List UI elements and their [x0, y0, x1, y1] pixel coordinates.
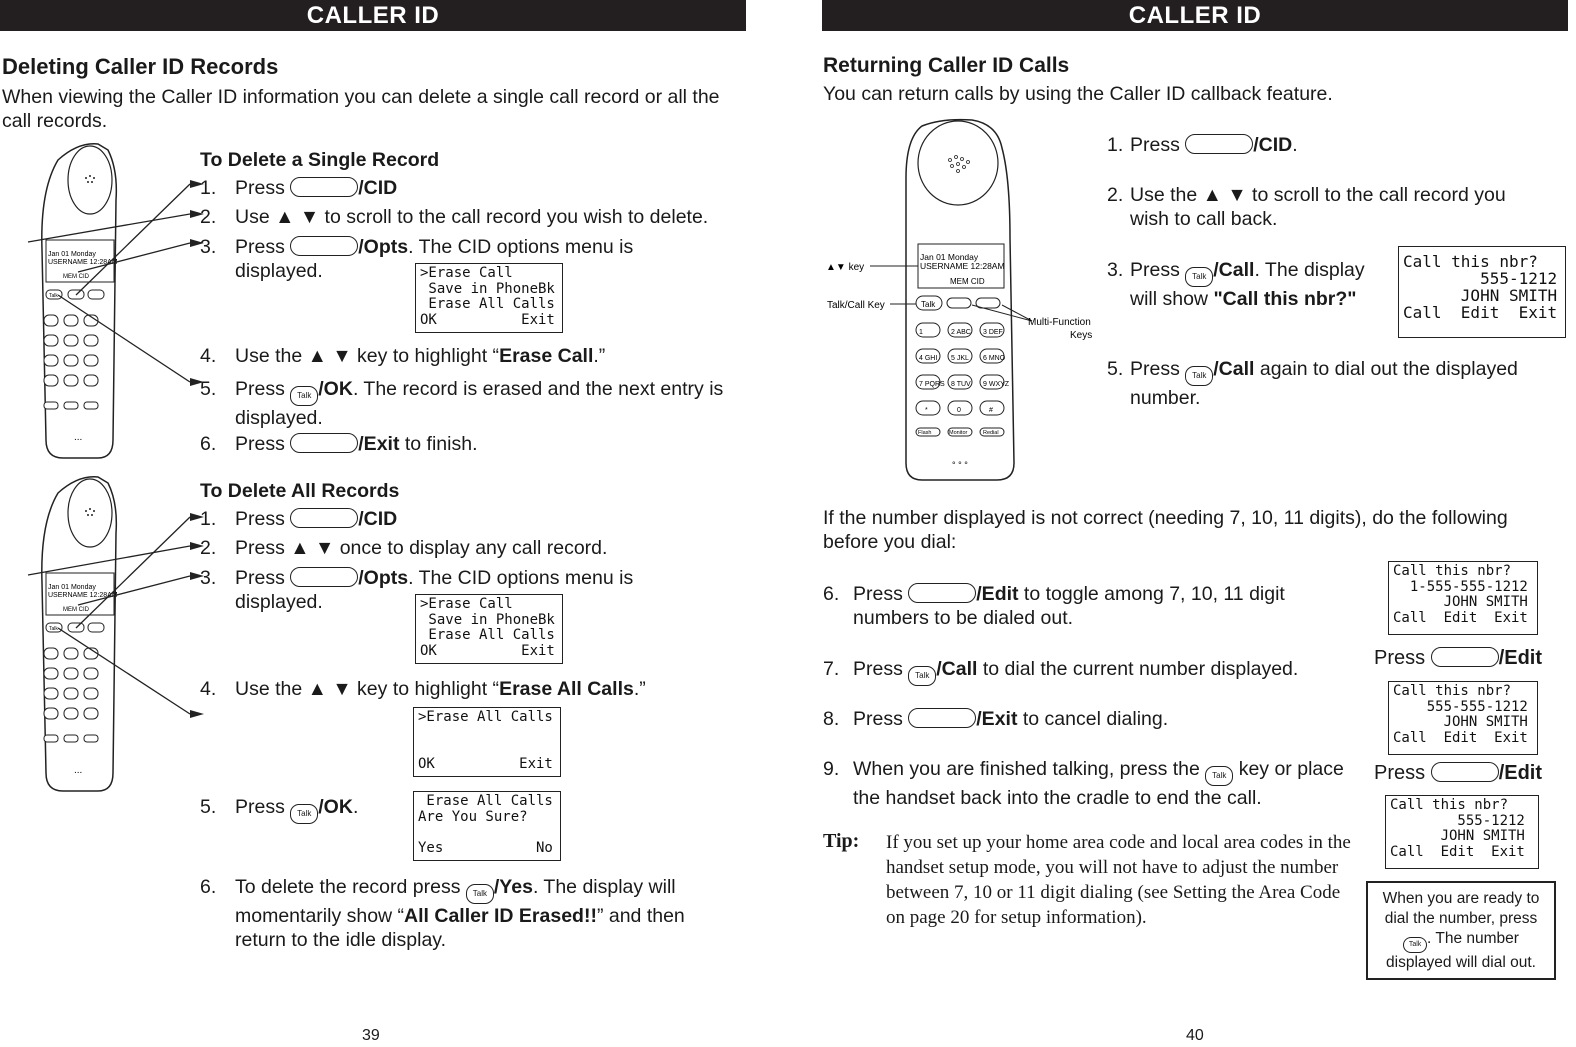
tip-text: If you set up your home area code and local area codes in the handset setup mode, you will not have to adjust the number between 7, 10 or 11 digit dialing (see Setting the Area Code on page 20 for setup information). [886, 832, 1351, 928]
talk-key-icon: Talk [1403, 937, 1427, 953]
ready-to-dial-box: When you are ready to dial the number, press Talk . The number displayed will dial out. [1366, 881, 1556, 980]
main-phone-line1: Jan 01 Monday [920, 252, 979, 262]
key-3: 3 DEF [983, 329, 1003, 336]
press-edit-2: Press /Edit [1374, 762, 1543, 784]
key-5: 5 JKL [951, 355, 969, 362]
right-page-title: Returning Caller ID Calls [823, 54, 1070, 77]
all-phone-line3: MEM CID [63, 607, 89, 613]
handset-illustration-main [822, 118, 1102, 488]
key-4: 4 GHI [919, 355, 938, 362]
svg-text:...: ... [74, 432, 83, 443]
key-8: 8 TUV [951, 381, 971, 388]
key-star: * [925, 407, 928, 414]
soft-key-icon [908, 583, 976, 603]
talk-key-icon: Talk [1205, 766, 1233, 786]
key-1: 1 [919, 329, 923, 336]
main-phone-talk: Talk [921, 300, 936, 309]
lcd-10-digit: Call this nbr? 555-555-1212 JOHN SMITH Call Edit Exit [1388, 681, 1538, 755]
single-lcd-options: >Erase Call Save in PhoneBk Erase All Calls OK Exit [415, 263, 563, 333]
key-redial: Redial [983, 430, 999, 436]
all-lcd-options: >Erase Call Save in PhoneBk Erase All Calls OK Exit [415, 594, 563, 664]
soft-key-icon [1431, 647, 1499, 667]
key-0: 0 [957, 407, 961, 414]
left-page-number: 39 [362, 1027, 380, 1044]
key-9: 9 WXYZ [983, 381, 1010, 388]
key-6: 6 MNO [983, 355, 1006, 362]
all-lcd-erase-all: >Erase All Calls OK Exit [413, 707, 561, 777]
key-flash: Flash [918, 430, 932, 436]
talk-key-icon: Talk [290, 804, 318, 824]
talk-key-icon: Talk [1185, 267, 1213, 287]
right-page-number: 40 [1186, 1027, 1204, 1044]
press-edit-1: Press /Edit [1374, 647, 1543, 669]
left-intro: When viewing the Caller ID information you can delete a single call record or all the call records. [2, 86, 720, 132]
all-lcd-confirm: Erase All Calls Are You Sure? Yes No [413, 791, 561, 861]
key-7: 7 PQRS [919, 381, 945, 388]
right-header: CALLER ID [822, 0, 1568, 31]
lcd-7-digit: Call this nbr? 555-1212 JOHN SMITH Call Edit Exit [1385, 795, 1539, 869]
soft-key-icon [1431, 762, 1499, 782]
soft-key-icon [290, 177, 358, 197]
soft-key-icon [1185, 134, 1253, 154]
handset-illustration-single [18, 140, 208, 470]
lcd-call-this-number: Call this nbr? 555-1212 JOHN SMITH Call Edit Exit [1398, 246, 1566, 338]
lcd-11-digit: Call this nbr? 1-555-555-1212 JOHN SMITH Call Edit Exit [1388, 561, 1538, 635]
all-records-heading: To Delete All Records [200, 480, 400, 502]
soft-key-icon [290, 236, 358, 256]
talk-key-icon: Talk [1185, 366, 1213, 386]
soft-key-icon [908, 708, 976, 728]
main-phone-line3: MEM CID [950, 277, 985, 286]
right-intro: You can return calls by using the Caller ID callback feature. [823, 83, 1333, 105]
left-page-title: Deleting Caller ID Records [2, 54, 279, 79]
soft-key-icon [290, 433, 358, 453]
label-arrow-key: ▲▼ key [826, 262, 865, 273]
tip-label: Tip: [823, 830, 860, 852]
label-multi-function-1: Multi-Function [1028, 317, 1091, 328]
single-phone-line3: MEM CID [63, 274, 89, 280]
all-phone-line2: USERNAME 12:28AM [48, 592, 118, 599]
all-phone-talk: Talk [49, 626, 58, 632]
talk-key-icon: Talk [290, 386, 318, 406]
soft-key-icon [290, 508, 358, 528]
talk-key-icon: Talk [466, 884, 494, 904]
correction-intro: If the number displayed is not correct (needing 7, 10, 11 digits), do the following before you dial: [823, 507, 1508, 553]
all-phone-line1: Jan 01 Monday [48, 584, 96, 591]
talk-key-icon: Talk [908, 666, 936, 686]
left-header: CALLER ID [0, 0, 746, 31]
single-phone-line2: USERNAME 12:28AM [48, 259, 118, 266]
soft-key-icon [290, 567, 358, 587]
label-talk-call-key: Talk/Call Key [827, 300, 885, 311]
key-2: 2 ABC [951, 329, 971, 336]
key-monitor: Monitor [949, 430, 968, 436]
single-phone-talk: Talk [49, 293, 58, 299]
single-record-heading: To Delete a Single Record [200, 149, 440, 171]
main-phone-line2: USERNAME 12:28AM [920, 261, 1005, 271]
handset-illustration-all [18, 473, 208, 803]
svg-text:...: ... [74, 765, 83, 776]
label-multi-function-2: Keys [1070, 330, 1093, 341]
single-phone-line1: Jan 01 Monday [48, 251, 96, 258]
key-hash: # [989, 407, 993, 414]
svg-text:° ° °: ° ° ° [952, 460, 968, 470]
